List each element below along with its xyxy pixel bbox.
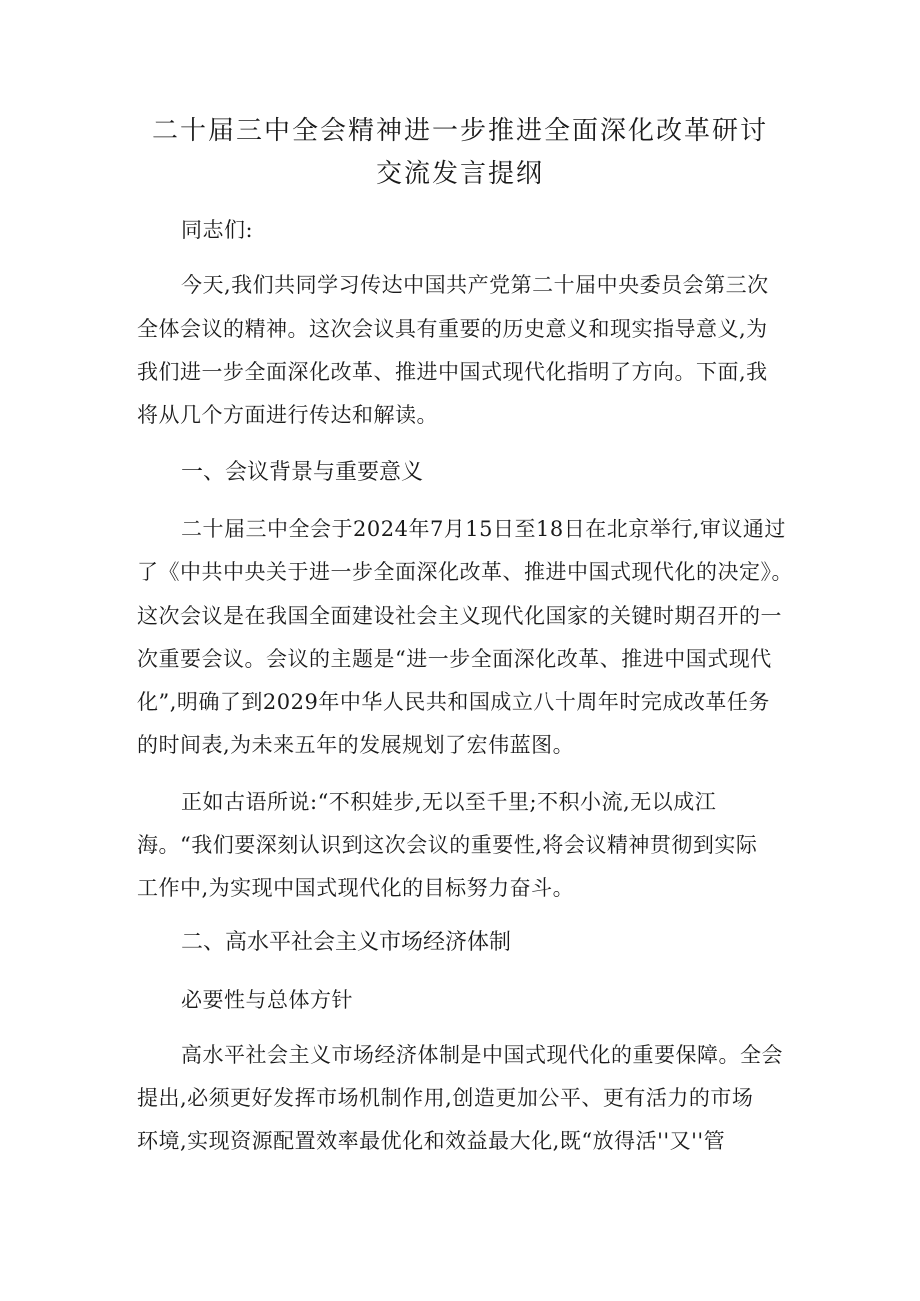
section-2-para-1-line: 环境,实现资源配置效率最优化和效益最大化,既“放得活''又''管 bbox=[137, 1129, 726, 1153]
intro-line: 今天,我们共同学习传达中国共产党第二十届中央委员会第三次 bbox=[181, 273, 769, 297]
intro-line: 将从几个方面进行传达和解读。 bbox=[137, 403, 438, 427]
document-title-line-2: 交流发言提纲 bbox=[375, 159, 544, 189]
intro-line: 我们进一步全面深化改革、推进中国式现代化指明了方向。下面,我 bbox=[137, 360, 768, 384]
document-title-line-1: 二十届三中全会精神进一步推进全面深化改革研讨 bbox=[151, 116, 768, 146]
section-1-para-1-line: 化”,明确了到2029年中华人民共和国成立八十周年时完成改革任务 bbox=[137, 690, 770, 714]
section-1-para-1-line: 次重要会议。会议的主题是“进一步全面深化改革、推进中国式现代 bbox=[137, 647, 772, 671]
section-2-para-1-line: 提出,必须更好发挥市场机制作用,创造更加公平、更有活力的市场 bbox=[137, 1086, 754, 1110]
section-1-para-1-line: 二十届三中全会于2024年7月15日至18日在北京举行,审议通过 bbox=[181, 517, 786, 541]
section-1-para-1-line: 的时间表,为未来五年的发展规划了宏伟蓝图。 bbox=[137, 733, 575, 757]
section-1-para-2-line: 海。“我们要深刻认识到这次会议的重要性,将会议精神贯彻到实际 bbox=[137, 833, 758, 857]
section-2-para-1-line: 高水平社会主义市场经济体制是中国式现代化的重要保障。全会 bbox=[181, 1043, 783, 1067]
section-2-heading: 二、高水平社会主义市场经济体制 bbox=[181, 930, 512, 955]
section-1-para-2-line: 正如古语所说:“不积娃步,无以至千里;不积小流,无以成江 bbox=[181, 790, 717, 814]
section-1-para-1-line: 这次会议是在我国全面建设社会主义现代化国家的关键时期召开的一 bbox=[137, 604, 782, 628]
section-1-heading: 一、会议背景与重要意义 bbox=[181, 460, 424, 485]
section-2-subheading: 必要性与总体方针 bbox=[181, 988, 353, 1012]
salutation: 同志们: bbox=[181, 218, 254, 242]
section-1-para-2-line: 工作中,为实现中国式现代化的目标努力奋斗。 bbox=[137, 876, 575, 900]
section-1-para-1-line: 了《中共中央关于进一步全面深化改革、推进中国式现代化的决定》。 bbox=[137, 560, 793, 584]
intro-line: 全体会议的精神。这次会议具有重要的历史意义和现实指导意义,为 bbox=[137, 317, 768, 341]
